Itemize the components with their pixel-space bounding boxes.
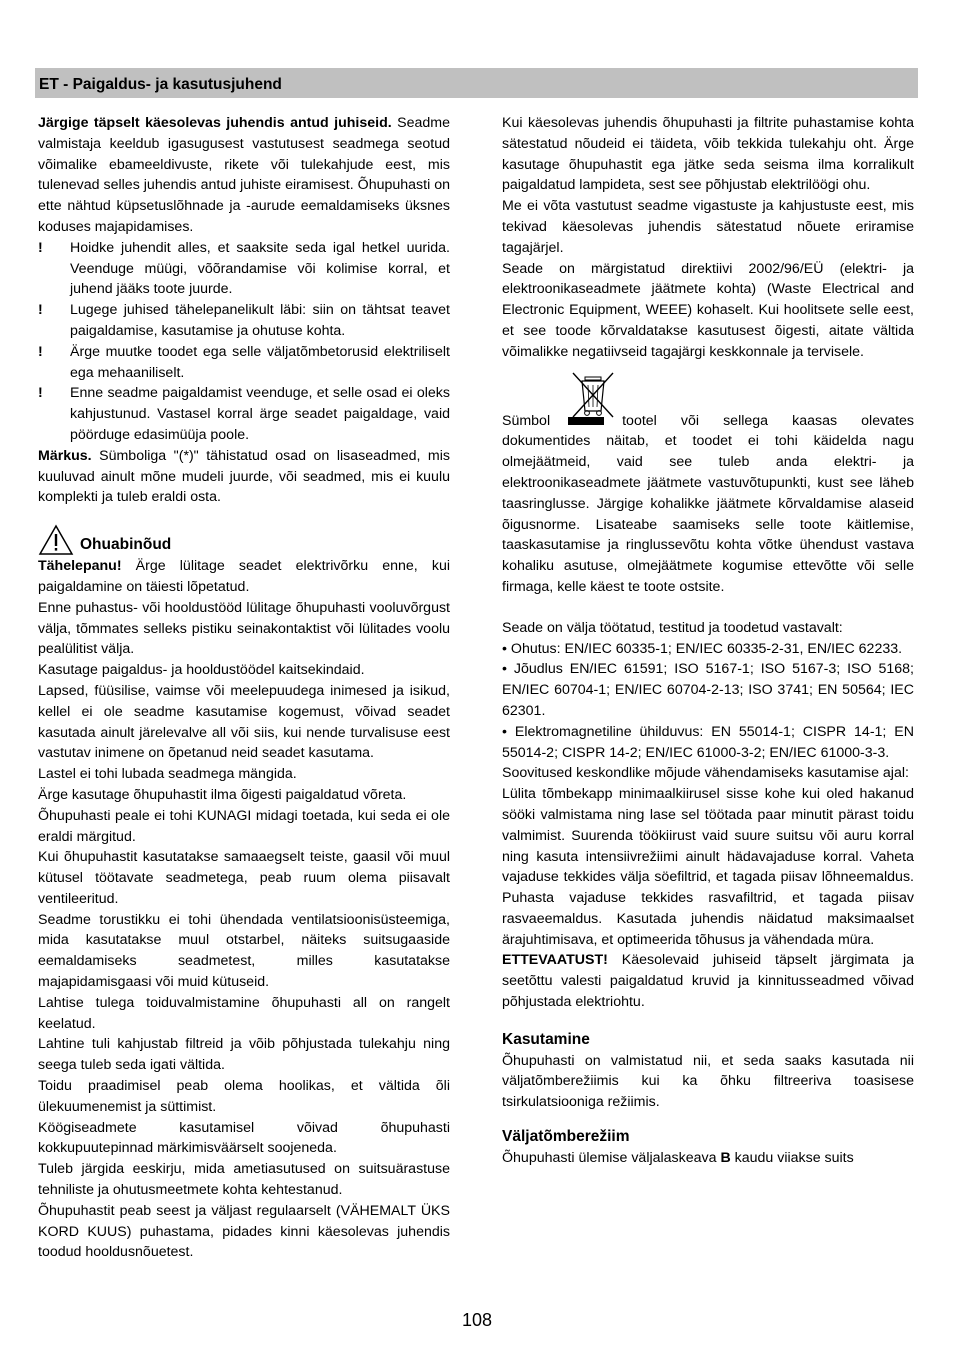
standard-item: • Ohutus: EN/IEC 60335-1; EN/IEC 60335-2-31, EN/IEC 62233. <box>502 640 903 657</box>
safety-paragraph: Ärge kasutage õhupuhastit ilma õigesti paigaldatud võreta. <box>38 786 407 803</box>
body-paragraph: Me ei võta vastutust seadme vigastuste ja kahjustuste eest, mis tekivad käesolevas juhendis sätestatud nõuete eriramise tagajärjel. <box>502 198 914 256</box>
attention-paragraph: Tähelepanu! Ärge lülitage seadet elektrivõrku enne, kui paigaldamine on täiesti lõpetatud. <box>38 558 450 595</box>
safety-paragraph: Köögiseadmete kasutamisel võivad õhupuhasti kokkupuutepinnad märkimisväärselt soojeneda. <box>38 1119 450 1157</box>
safety-paragraph: Seadme torustikku ei tohi ühendada ventilatsioonisüsteemiga, mida kasutatakse muul otstarbel, näiteks suitsugaaside eemaldamiseks seadmetest, milles kasutatakse majapidamisgaasi või muid kütuseid. <box>38 911 450 991</box>
section-header <box>35 68 918 98</box>
note-paragraph: Märkus. Sümboliga "(*)" tähistatud osad on lisaseadmed, mis kuuluvad ainult mõne mudeli juurde, või seadmed, mis ei kuulu komplekti ja tuleb eraldi osta. <box>38 447 450 506</box>
use-title: Kasutamine <box>502 1030 590 1048</box>
caution-paragraph: ETTEVAATUST! Käesolevaid juhiseid täpselt järgimata ja seetõttu valesti paigaldatud kruvid ja kinnitusseadmed võivad põhjustada elektriohtu. <box>502 952 914 1011</box>
weee-paragraph: Seade on märgistatud direktiivi 2002/96/EÜ (elektri- ja elektroonikaseadmete jäätmete kohta) (Waste Electrical and Electronic Equipment, WEEE) kohaselt. Kui hoolitsete selle eest, et see toode kõrvaldatakse kasutusest õigesti, aitate vältida võimalikke negatiivseid tagajärgi keskkonnale ja tervisele. <box>502 260 914 360</box>
body-paragraph: Soovitused keskondlike mõjude vähendamiseks kasutamise ajal: <box>502 765 909 782</box>
page-number: 108 <box>462 1310 493 1330</box>
body-paragraph: Seade on välja töötatud, testitud ja toodetud vastavalt: <box>502 619 843 636</box>
safety-paragraph: Kui õhupuhastit kasutatakse samaaegselt teiste, gaasil või muul kütusel töötavate seadmetega, peab ruum olema piisavalt ventileeritud. <box>38 849 450 907</box>
standard-item: • Jõudlus EN/IEC 61591; ISO 5167-1; ISO 5167-3; ISO 5168; EN/IEC 60704-1; EN/IEC 60704-2-13; ISO 3741; EN 50564; IEC 62301. <box>502 661 914 719</box>
weee-underline-bar-icon <box>568 417 604 425</box>
safety-heading <box>38 522 450 556</box>
list-item: ! Hoidke juhendit alles, et saaksite seda igal hetkel uurida. Veenduge müügi, võõrandamise või kolimise korral, et juhend jääks toote juurde. <box>38 239 450 298</box>
safety-paragraph: Tuleb järgida eeskirju, mida ametiasutused on suitsuärastuse tehniliste ja ohutusmeetmete kohta kehtestanud. <box>38 1161 450 1199</box>
body-paragraph: Kui käesolevas juhendis õhupuhasti ja filtrite puhastamise kohta sätestatud nõudeid ei täideta, võib tekkida tulekahju oht. Ärge kasutage õhupuhastit ega jätke seda seisma ilma korralikult paigaldatud lampideta, sest see põhjustab elektrilöögi ohu. <box>502 115 914 194</box>
left-column <box>38 113 450 1263</box>
safety-paragraph: Õhupuhastit peab seest ja väljast regulaarselt (VÄHEMALT ÜKS KORD KUUS) puhastama, pidades kinni käesolevas juhendis toodud hooldusnõuetest. <box>38 1202 450 1261</box>
safety-title: Ohuabinõud <box>80 536 172 554</box>
safety-paragraph: Toidu praadimisel peab olema hoolikas, et vältida õli ülekuumenemist ja süttimist. <box>38 1078 450 1115</box>
list-item: ! Ärge muutke toodet ega selle väljatõmbetorusid elektriliselt ega mehaaniliselt. <box>38 343 450 381</box>
symbol-paragraph: Sümbol tootel või sellega kaasas olevates dokumentides näitab, et toodet ei tohi käidelda nagu olmejäätmeid, vaid see tuleb anda elektri- ja elektroonikaseadmete jäätmete vastuvõtupunkti, kust see läheb taasringlusse. Järgige kohalikke jäätmete kõrvaldamise alaseid õigusnorme. Lisateabe saamiseks selle toote käitlemise, taaskasutamise ja ringlussevõtu kohta võtke ühendust vastava kohaliku asutuse, olmejäätmete kogumise ettevõtte või selle firmaga, kelle käest te toote ostsite. <box>502 412 914 595</box>
list-item: ! Enne seadme paigaldamist veenduge, et selle osad ei oleks kahjustunud. Vastasel korral ärge seadet paigaldage, vaid pöörduge edasimüüja poole. <box>38 385 450 443</box>
safety-paragraph: Lastel ei tohi lubada seadmega mängida. <box>38 766 297 783</box>
list-item: ! Lugege juhised tähelepanelikult läbi: siin on tähtsat teavet paigaldamise, kasutamise ja ohutuse kohta. <box>38 302 450 339</box>
use-paragraph: Õhupuhasti on valmistatud nii, et seda saaks kasutada nii väljatõmberežiimis kui ka õhku filtreeriva toasisese tsirkulatsiooniga režiimis. <box>502 1052 914 1111</box>
right-column <box>502 113 914 1169</box>
intro-paragraph: Järgige täpselt käesolevas juhendis antud juhiseid. Seadme valmistaja keeldub igasugusest vastutusest seadmega seotud võimalike ebameeldivuste, rikete või tulekahjude eest, mis tulenevad selles juhendis antud juhiste eiramisest. Õhupuhasti on ette nähtud küpsetuslõhnade ja -aurude eemaldamiseks üksnes koduses majapidamises. <box>38 115 450 235</box>
section-title: ET - Paigaldus- ja kasutusjuhend <box>39 76 282 93</box>
safety-paragraph: Õhupuhasti peale ei tohi KUNAGI midagi toetada, kui seda ei ole eraldi märgitud. <box>38 807 450 845</box>
standard-item: • Elektromagnetiline ühilduvus: EN 55014-1; CISPR 14-1; EN 55014-2; CISPR 14-2; EN/IEC 61000-3-2; EN/IEC 61000-3-3. <box>502 723 914 761</box>
safety-paragraph: Enne puhastus- või hooldustööd lülitage õhupuhasti vooluvõrgust välja, tõmmates selleks pistiku seinakontaktist või lülitades voolu pealülitist välja. <box>38 599 450 658</box>
exhaust-title: Väljatõmberežiim <box>502 1128 630 1146</box>
safety-paragraph: Lapsed, füüsilise, vaimse või meelepuudega inimesed ja isikud, kellel ei ole seadme kasutamise kogemust, võivad seadet kasutada ainult järelevalve all või siis, kui nende turvalisuse eest vastutav inimene on õpetanud neid seadet kasutama. <box>38 682 450 762</box>
warning-triangle-icon <box>38 524 74 556</box>
safety-paragraph: Kasutage paigaldus- ja hooldustöödel kaitsekindaid. <box>38 662 365 679</box>
safety-paragraph: Lahtise tulega toiduvalmistamine õhupuhasti all on rangelt keelatud. <box>38 994 450 1032</box>
exhaust-paragraph: Õhupuhasti ülemise väljalaskeava B kaudu viiakse suits <box>502 1149 854 1166</box>
weee-bin-icon <box>570 371 914 411</box>
body-paragraph: Lülita tõmbekapp minimaalkiirusel sisse kohe kui oled hakanud sööki valmistama ning lase sel töötada paar minutit pärast toidu valmimist. Suurenda töökiirust vaid suure suitsu või auru korral ning kasuta intensiivrežiimi ainult hädavajaduse korral. Vaheta vajaduse tekkides välja söefiltrid, et tagada piisav lõhneemaldus. Puhasta vajaduse tekkides rasvafiltrid, et tagada piisav rasvaeemaldus. Kasutada juhendis näidatud maksimaalset ärajuhtimisava, et optimeerida tõhusus ja vähendada müra. <box>502 786 914 948</box>
safety-paragraph: Lahtine tuli kahjustab filtreid ja võib põhjustada tulekahju ning seega tuleb seda igati vältida. <box>38 1036 450 1074</box>
